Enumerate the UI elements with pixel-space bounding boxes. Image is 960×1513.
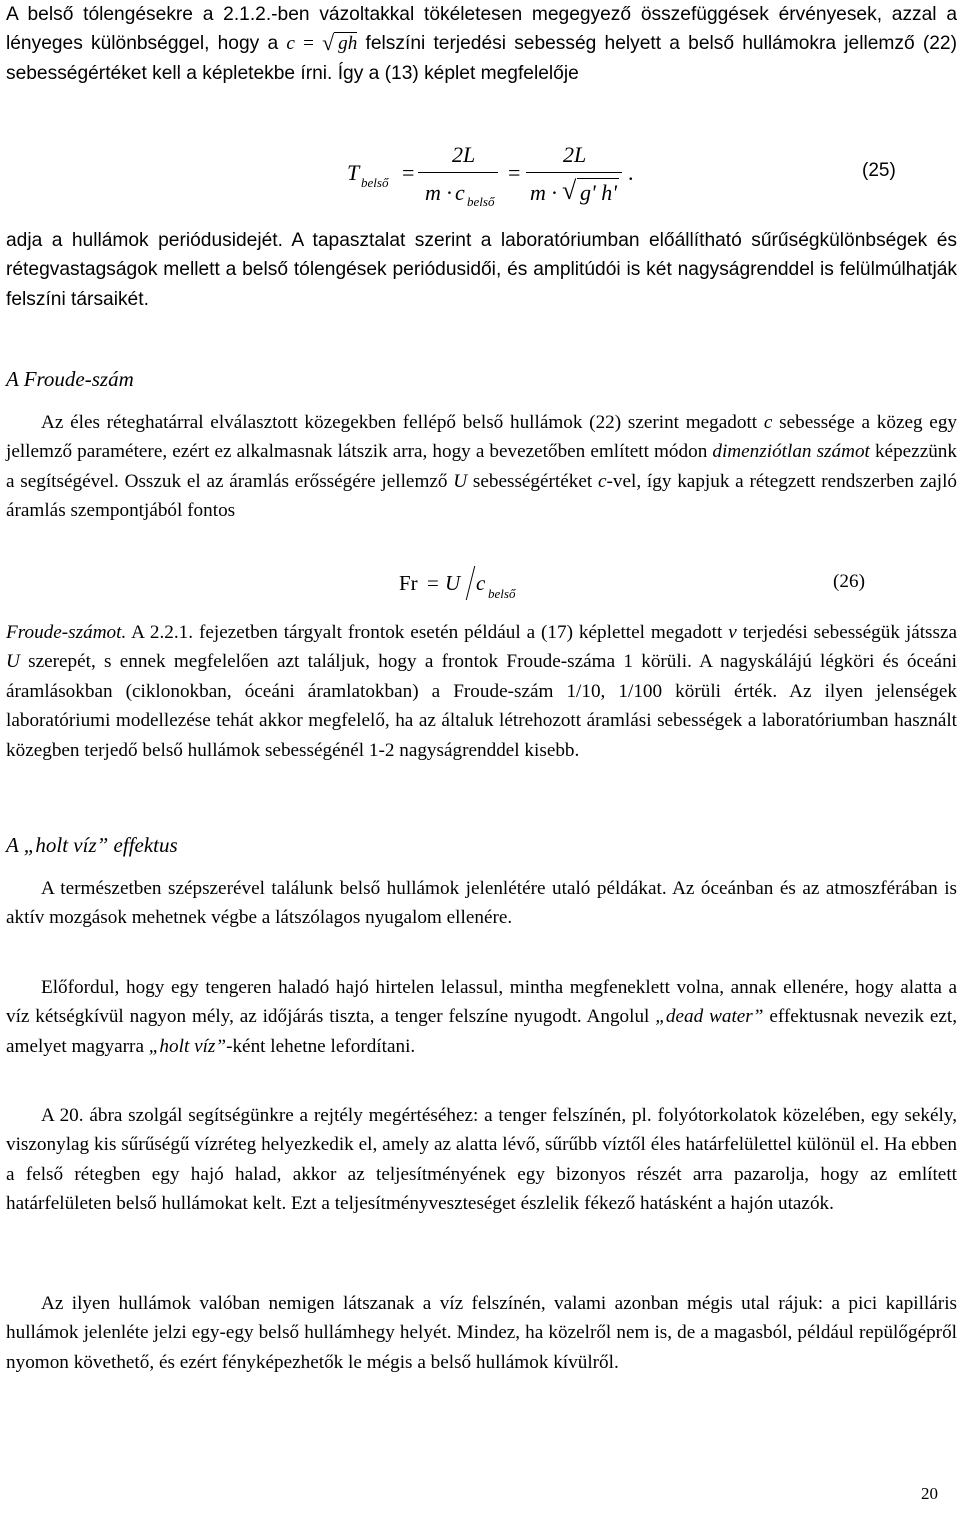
slash xyxy=(466,566,475,600)
paragraph-dead-water-3: A 20. ábra szolgál segítségünkre a rejtély megértéséhez: a tenger felszínén, pl. folyótorkolatok közelében, egy sekély, viszonylag kis sűrűségű vízréteg helyezkedik el, amely az alatta lévő, sűrűbb víztől éles határfelülettel különül el. Ha ebben a felső rétegben egy hajó halad, akkor az teljesítményének egy bizonyos részét arra pazarolja, hogy az említett határfelületen belső hullámokat kelt. Ezt a teljesítményveszteséget észlelik fékező hatásként a hajón utazók. xyxy=(6,1105,957,1215)
page-number: 20 xyxy=(921,1484,938,1503)
paragraph-dead-water-1: A természetben szépszerével találunk belső hullámok jelenlétére utaló példákat. Az óceánban és az atmoszférában is aktív mozgások mehetnek végbe a látszólagos nyugalom ellenére. xyxy=(6,878,957,929)
paragraph-intro: A belső tólengésekre a 2.1.2.-ben vázoltakkal tökéletesen megegyező összefüggések érvényesek, azzal a lényeges különbséggel, hogy a c = √ gh felszíni terjedési sebesség helyett a belső hullámokra jellemző (22) sebességértéket kell a képletekbe írni. Így a (13) képlet megfelelője xyxy=(6,4,957,84)
fraction-bar-2 xyxy=(526,172,622,173)
paragraph-dead-water-2: Előfordul, hogy egy tengeren haladó hajó hirtelen lelassul, mintha megfeneklett volna, annak ellenére, hogy alatta a víz kétségkívül nagyon mély, az időjárás tiszta, a tenger felszíne nyugodt. Angolul „dead water” effektusnak nevezik ezt, amelyet magyarra „holt víz”-ként lehetne lefordítani. xyxy=(6,977,957,1057)
fraction-bar-1 xyxy=(418,172,498,173)
paragraph-dead-water-4: Az ilyen hullámok valóban nemigen látszanak a víz felszínén, valami azonban mégis utal rájuk: a pici kapilláris hullámok jelenléte jelzi egy-egy belső hullámhegy helyét. Mindez, ha közelről nem is, de a magasból, például repülőgépről nyomon követhető, és ezért fényképezhetők le mégis a belső hullámok kívülről. xyxy=(6,1293,957,1373)
equation-26: Fr = U c belső (26) xyxy=(0,566,960,606)
paragraph-period: adja a hullámok periódusidejét. A tapasztalat szerint a laboratóriumban előállítható sűrűségkülönbségek és rétegvastagságok mellett a belső tólengések periódusidői, és amplitúdói is két nagyságrenddel is felülmúlhatják felszíni társaikét. xyxy=(6,230,957,310)
paragraph-froude-examples: Froude-számot. A 2.2.1. fejezetben tárgyalt frontok esetén például a (17) képlettel megadott v terjedési sebességük játssza U szerepét, s ennek megfelelően azt találjuk, hogy a frontok Froude-száma 1 körüli. A nagyskálájú légköri és óceáni áramlásokban (ciklonokban, óceáni áramlatokban) a Froude-szám 1/10, 1/100 körüli érték. Az ilyen jelenségek laboratóriumi modellezése tehát akkor megfelelő, ha az általuk létrehozott áramlási sebességek a laboratóriumban használt közegben terjedő belső hullámok sebességénél 1-2 nagyságrenddel kisebb. xyxy=(6,622,958,761)
sqrt-gh: √ gh xyxy=(322,30,358,56)
sqrt-bar xyxy=(577,178,619,179)
equation-25: T belső = 2L m · c belső = 2L m · √ g' h' . (25) xyxy=(347,142,896,209)
heading-froude: A Froude-szám xyxy=(6,367,134,391)
paragraph-froude: Az éles réteghatárral elválasztott közegekben fellépő belső hullámok (22) szerint megadott c sebessége a közeg egy jellemző paramétere, ezért ez alkalmasnak látszik arra, hogy a bevezetőben említett módon dimenziótlan számot képezzünk a segítségével. Osszuk el az áramlás erősségére jellemző U sebességértéket c-vel, így kapjuk a rétegzett rendszerben zajló áramlás szempontjából fontos xyxy=(6,412,958,522)
heading-dead-water: A „holt víz” effektus xyxy=(6,833,178,857)
